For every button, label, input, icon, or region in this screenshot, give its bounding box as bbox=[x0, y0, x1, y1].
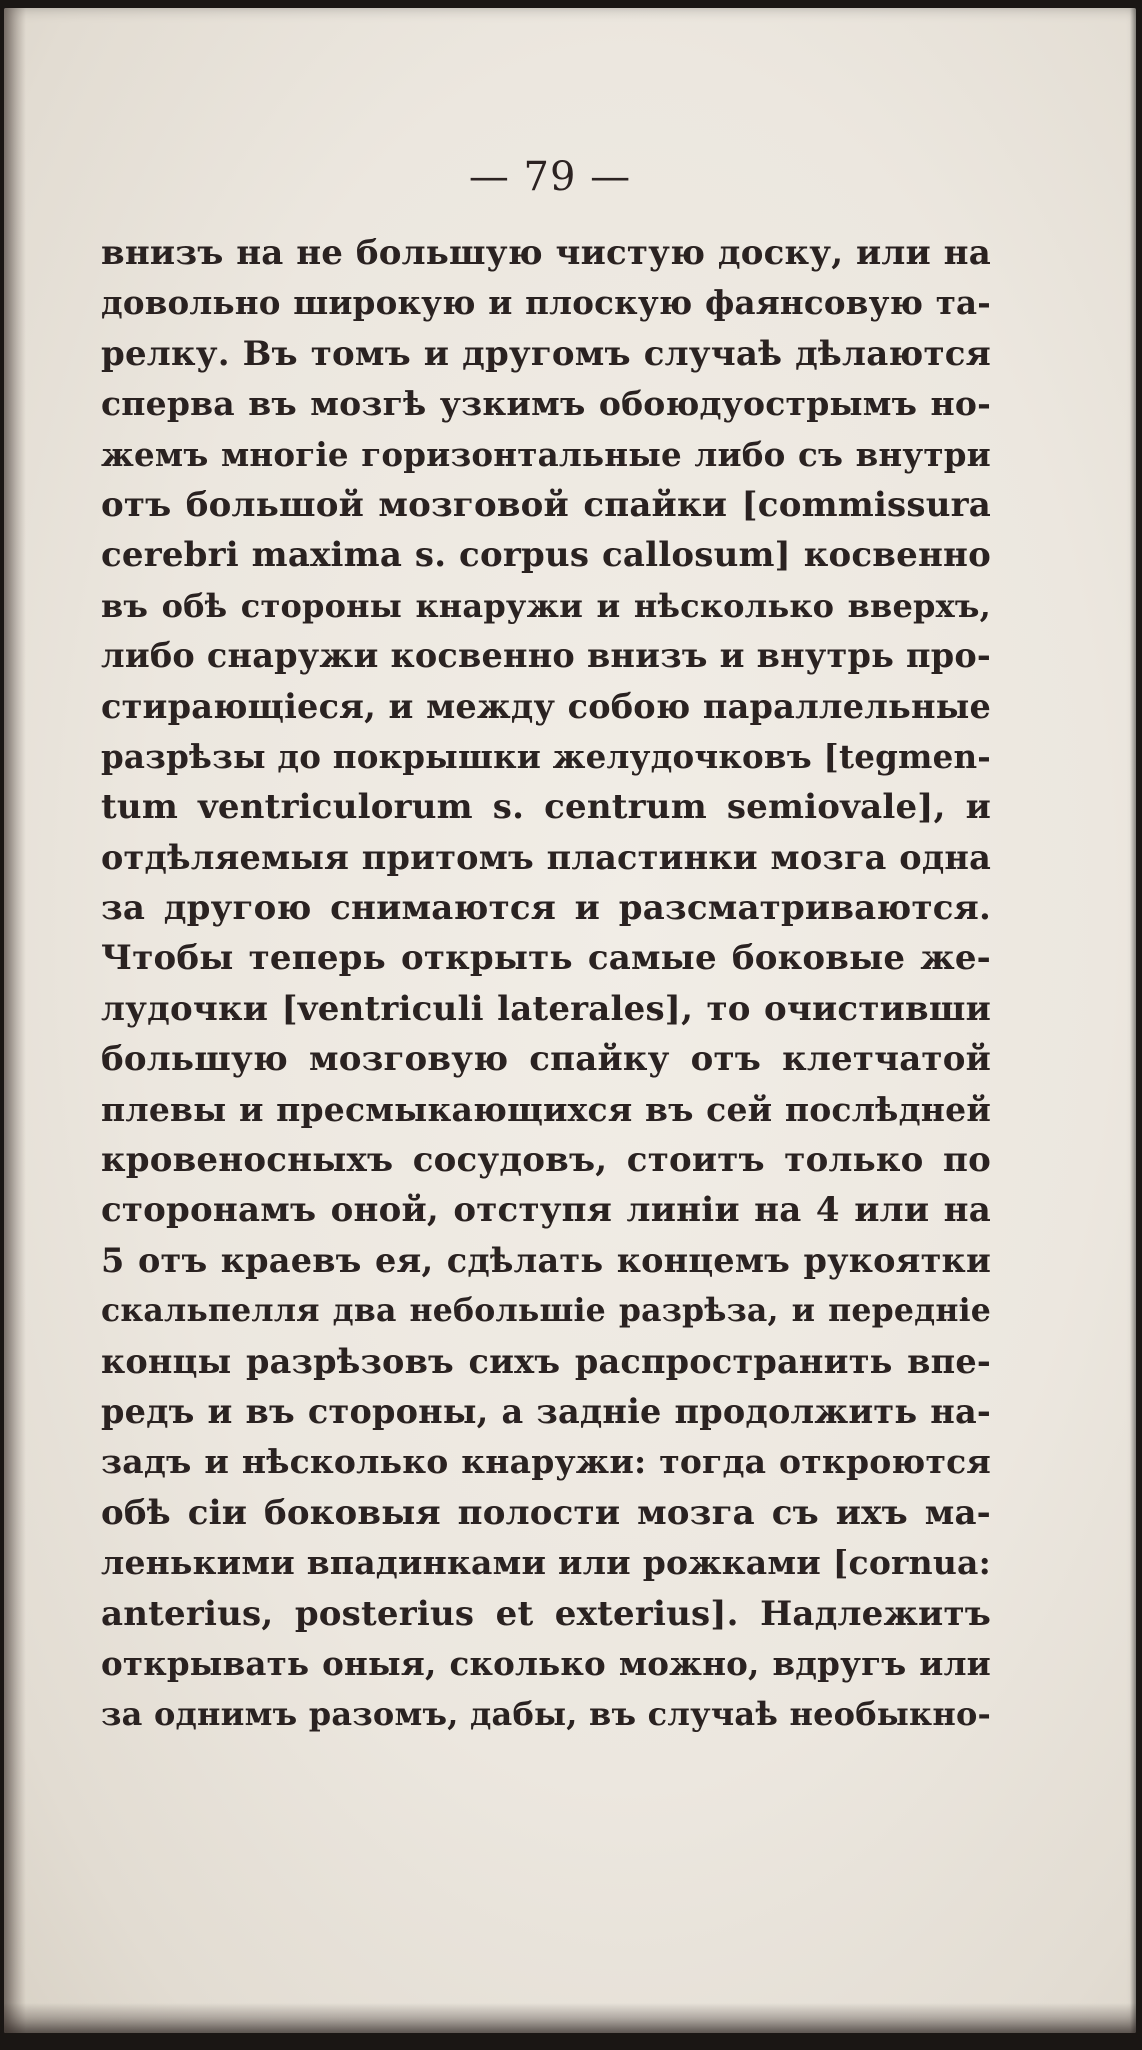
text-line: концы разрѣзовъ сихъ распространить впе- bbox=[101, 1341, 991, 1381]
text-line: плевы и пресмыкающихся въ сей послѣдней bbox=[101, 1089, 991, 1129]
text-line: кровеносныхъ сосудовъ, стоитъ только по bbox=[101, 1140, 991, 1181]
text-line: за другою снимаются и разсматриваются. bbox=[101, 888, 991, 929]
text-line: лудочки [ventriculi laterales], то очистивши bbox=[101, 988, 991, 1029]
text-line: редъ и въ стороны, а задніе продолжить на- bbox=[101, 1391, 991, 1431]
text-line: скальпелля два небольшіе разрѣза, и передніе bbox=[101, 1292, 991, 1330]
text-line: большую мозговую спайку отъ клетчатой bbox=[101, 1039, 991, 1080]
text-line: отъ большой мозговой спайки [commissura bbox=[101, 484, 991, 525]
page-edge-shadow bbox=[1130, 8, 1136, 2033]
text-line: жемъ многіе горизонтальные либо съ внутри bbox=[101, 434, 991, 474]
text-line: отдѣляемыя притомъ пластинки мозга одна bbox=[101, 837, 991, 877]
text-line: anterius, posterius et exterius]. Надлежитъ bbox=[101, 1593, 991, 1634]
text-line: Чтобы теперь открыть самые боковые же- bbox=[101, 938, 991, 979]
body-text bbox=[101, 228, 991, 1740]
text-line: сперва въ мозгѣ узкимъ обоюдуострымъ но- bbox=[101, 384, 991, 424]
text-line: внизъ на не большую чистую доску, или на bbox=[101, 233, 991, 273]
text-line: обѣ сіи боковыя полости мозга съ ихъ ма- bbox=[101, 1492, 991, 1533]
text-line: довольно широкую и плоскую фаянсовую та- bbox=[101, 283, 991, 323]
text-line: cerebri maxima s. corpus callosum] косвенно bbox=[101, 535, 991, 576]
page-number: — 79 — bbox=[468, 154, 632, 200]
text-line: 5 отъ краевъ ея, сдѣлать концемъ рукоятки bbox=[101, 1240, 991, 1280]
text-line: сторонамъ оной, отступя линіи на 4 или на bbox=[101, 1190, 991, 1231]
book-page bbox=[4, 8, 1136, 2033]
text-line: ленькими впадинками или рожками [cornua: bbox=[101, 1543, 991, 1583]
gutter-shadow bbox=[4, 8, 26, 2033]
text-line: въ обѣ стороны кнаружи и нѣсколько вверхъ, bbox=[101, 586, 991, 625]
text-line: задъ и нѣсколько кнаружи: тогда откроются bbox=[101, 1442, 991, 1482]
page-bottom-shadow bbox=[4, 2003, 1136, 2033]
text-line: стирающіеся, и между собою параллельные bbox=[101, 686, 991, 726]
text-line: разрѣзы до покрышки желудочковъ [tegmen- bbox=[101, 736, 991, 776]
text-line: за однимъ разомъ, дабы, въ случаѣ необыкно- bbox=[101, 1695, 991, 1734]
text-line: либо снаружи косвенно внизъ и внутрь про- bbox=[101, 636, 991, 676]
text-line: релку. Въ томъ и другомъ случаѣ дѣлаются bbox=[101, 333, 991, 374]
text-line: открывать оныя, сколько можно, вдругъ или bbox=[101, 1643, 991, 1683]
text-line: tum ventriculorum s. centrum semiovale], и bbox=[101, 787, 991, 828]
